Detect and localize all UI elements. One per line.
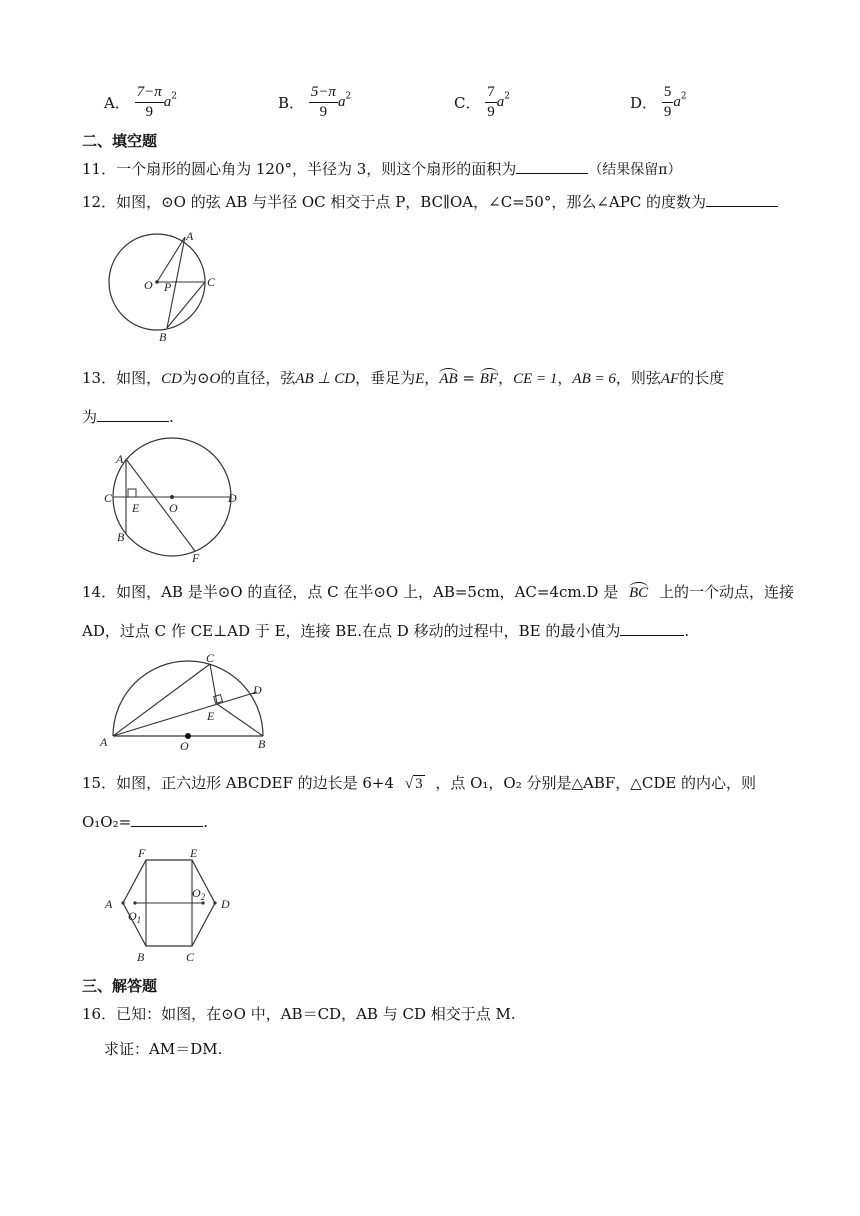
label-b: B [159,330,167,344]
label-e: E [190,846,198,860]
label-a: A [186,229,194,243]
option-a-fraction: $\frac{7-\pi}{9}$ [136,84,162,120]
question-14-line-1: 14．如图，AB 是半⊙O 的直径，点 C 在半⊙O 上，AB=5cm，AC=4cm.D 是 BC 上的一个动点，连接 [82,583,794,601]
answer-blank [516,159,588,174]
answer-blank [97,407,169,422]
label-d: D [221,897,230,911]
label-f: F [138,846,146,860]
label-b: B [258,737,266,751]
option-b: B． $\frac{5-\pi}{9}$ $a^2$ [278,84,352,120]
figure-14-semicircle-diagram [100,650,270,753]
option-a: A． $\frac{7-\pi}{9}$ $a^2$ [104,84,177,120]
answer-blank [620,621,684,636]
label-d: D [228,491,237,505]
question-15-line-2: O₁O₂= . [82,813,208,831]
label-a: A [100,735,108,749]
label-p: P [164,280,172,294]
section-title-solutions: 三、解答题 [82,977,158,995]
label-c: C [104,491,113,505]
question-11: 11．一个扇形的圆心角为 120°，半径为 3，则这个扇形的面积为 （结果保留π） [82,160,682,178]
label-c: C [207,275,216,289]
question-16-line-1: 16．已知：如图，在⊙O 中，AB＝CD，AB 与 CD 相交于点 M. [82,1005,516,1023]
option-c-fraction: $\frac{7}{9}$ [487,84,495,120]
answer-blank [706,192,778,207]
figure-13-circle-diagram [104,446,244,566]
section-title-fill-in: 二、填空题 [82,132,158,150]
label-c: C [186,950,195,964]
label-o: O [169,501,178,515]
label-a: A [105,897,113,911]
label-d: D [253,683,262,697]
label-a: A [116,452,124,466]
label-o: O [180,739,189,753]
arc-bc: BC [629,582,648,601]
arc-bf: BF [480,368,498,387]
arc-ab: AB [439,368,457,387]
question-12: 12．如图，⊙O 的弦 AB 与半径 OC 相交于点 P，BC∥OA，∠C=50°，那么∠APC 的度数为 [82,191,778,212]
label-b: B [117,530,125,544]
option-c: C． $\frac{7}{9}$ $a^2$ [454,84,510,120]
label-f: F [192,551,200,565]
label-o2: $O_2$ [192,886,206,902]
label-o: O [144,278,153,292]
question-13-line-2: 为 . [82,408,174,426]
figure-15-hexagon-diagram [100,844,240,964]
label-o1: $O_1$ [128,909,142,925]
question-15-line-1: 15．如图，正六边形 ABCDEF 的边长是 6+4 √ 3 ，点 O₁，O₂ 分别是△ABF，△CDE 的内心，则 [82,774,757,792]
option-d-fraction: $\frac{5}{9}$ [663,84,672,120]
sqrt-3: √ 3 [404,776,423,792]
label-e: E [132,501,140,515]
option-d: D． $\frac{5}{9}$ $a^2$ [630,84,687,120]
label-b: B [137,950,145,964]
label-e: E [207,709,215,723]
figure-12-circle-diagram [100,228,220,348]
question-13-line-1: 13．如图，CD为⊙O的直径，弦AB ⊥ CD，垂足为E，AB = BF，CE = 1，AB = 6，则弦AF的长度 [82,369,725,387]
question-16-line-2: 求证：AM＝DM. [104,1040,223,1058]
question-14-line-2: AD，过点 C 作 CE⊥AD 于 E，连接 BE.在点 D 移动的过程中，BE 的最小值为 . [82,622,690,640]
option-b-fraction: $\frac{5-\pi}{9}$ [310,84,336,120]
label-c: C [206,651,215,665]
answer-blank [131,812,203,827]
